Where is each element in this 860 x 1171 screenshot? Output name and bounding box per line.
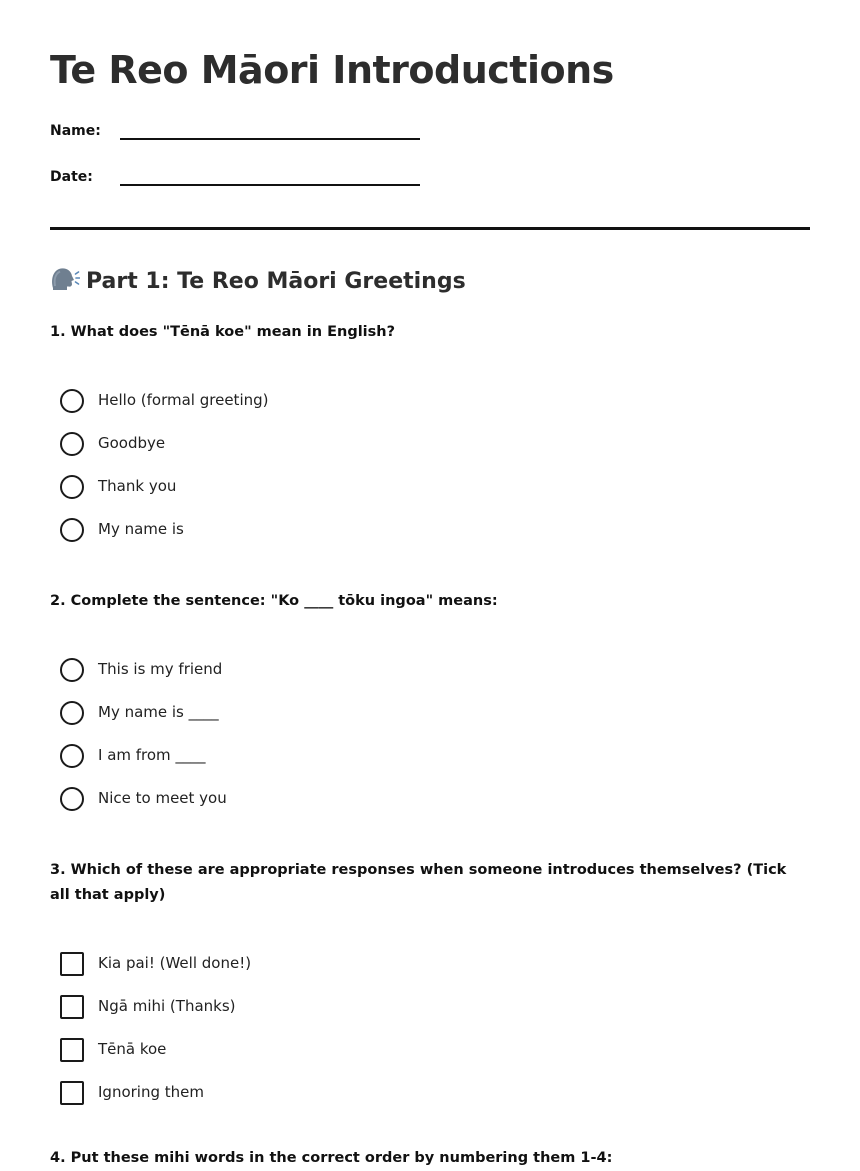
q2-option-3[interactable]: [60, 743, 660, 769]
radio-button[interactable]: [60, 389, 84, 413]
checkbox[interactable]: [60, 1038, 84, 1062]
worksheet-title: Te Reo Māori Introductions: [50, 48, 614, 92]
option-label: Ngā mihi (Thanks): [98, 997, 236, 1015]
q2-option-1[interactable]: [60, 657, 660, 683]
radio-button[interactable]: [60, 432, 84, 456]
q3-option-1[interactable]: [60, 951, 660, 977]
radio-button[interactable]: [60, 744, 84, 768]
q1-option-2[interactable]: [60, 431, 660, 457]
q3-option-4[interactable]: [60, 1080, 660, 1106]
date-field[interactable]: [120, 184, 420, 186]
option-label: Goodbye: [98, 434, 166, 452]
radio-button[interactable]: [60, 475, 84, 499]
name-field-row: [50, 121, 450, 147]
radio-button[interactable]: [60, 518, 84, 542]
option-label: I am from ____: [98, 746, 206, 764]
question-4-prompt: 4. Put these mihi words in the correct order by numbering them 1-4:: [50, 1150, 613, 1166]
checkbox[interactable]: [60, 952, 84, 976]
question-2-prompt: 2. Complete the sentence: "Ko ____ tōku ingoa" means:: [50, 593, 498, 609]
date-field-row: [50, 167, 450, 193]
option-label: Thank you: [98, 477, 177, 495]
date-label: Date:: [50, 169, 93, 185]
option-label: Kia pai! (Well done!): [98, 954, 252, 972]
header-divider: [50, 227, 810, 230]
q1-option-3[interactable]: [60, 474, 660, 500]
radio-button[interactable]: [60, 701, 84, 725]
radio-button[interactable]: [60, 658, 84, 682]
q1-option-4[interactable]: [60, 517, 660, 543]
radio-button[interactable]: [60, 787, 84, 811]
option-label: Hello (formal greeting): [98, 391, 269, 409]
option-label: This is my friend: [98, 660, 223, 678]
q2-option-4[interactable]: [60, 786, 660, 812]
q3-option-3[interactable]: [60, 1037, 660, 1063]
checkbox[interactable]: [60, 995, 84, 1019]
option-label: Tēnā koe: [98, 1040, 167, 1058]
question-1-prompt: 1. What does "Tēnā koe" mean in English?: [50, 324, 396, 340]
checkbox[interactable]: [60, 1081, 84, 1105]
option-label: Ignoring them: [98, 1083, 204, 1101]
option-label: My name is ____: [98, 703, 219, 721]
speaking-head-icon: [50, 266, 80, 292]
section-heading-label: Part 1: Te Reo Māori Greetings: [86, 269, 466, 294]
q2-option-2[interactable]: [60, 700, 660, 726]
q1-option-1[interactable]: [60, 388, 660, 414]
name-field[interactable]: [120, 138, 420, 140]
section-heading: [50, 266, 466, 294]
question-3-prompt: 3. Which of these are appropriate responses when someone introduces themselves? (Tick all that apply): [50, 862, 787, 903]
option-label: Nice to meet you: [98, 789, 227, 807]
option-label: My name is: [98, 520, 184, 538]
q3-option-2[interactable]: [60, 994, 660, 1020]
name-label: Name:: [50, 123, 101, 139]
